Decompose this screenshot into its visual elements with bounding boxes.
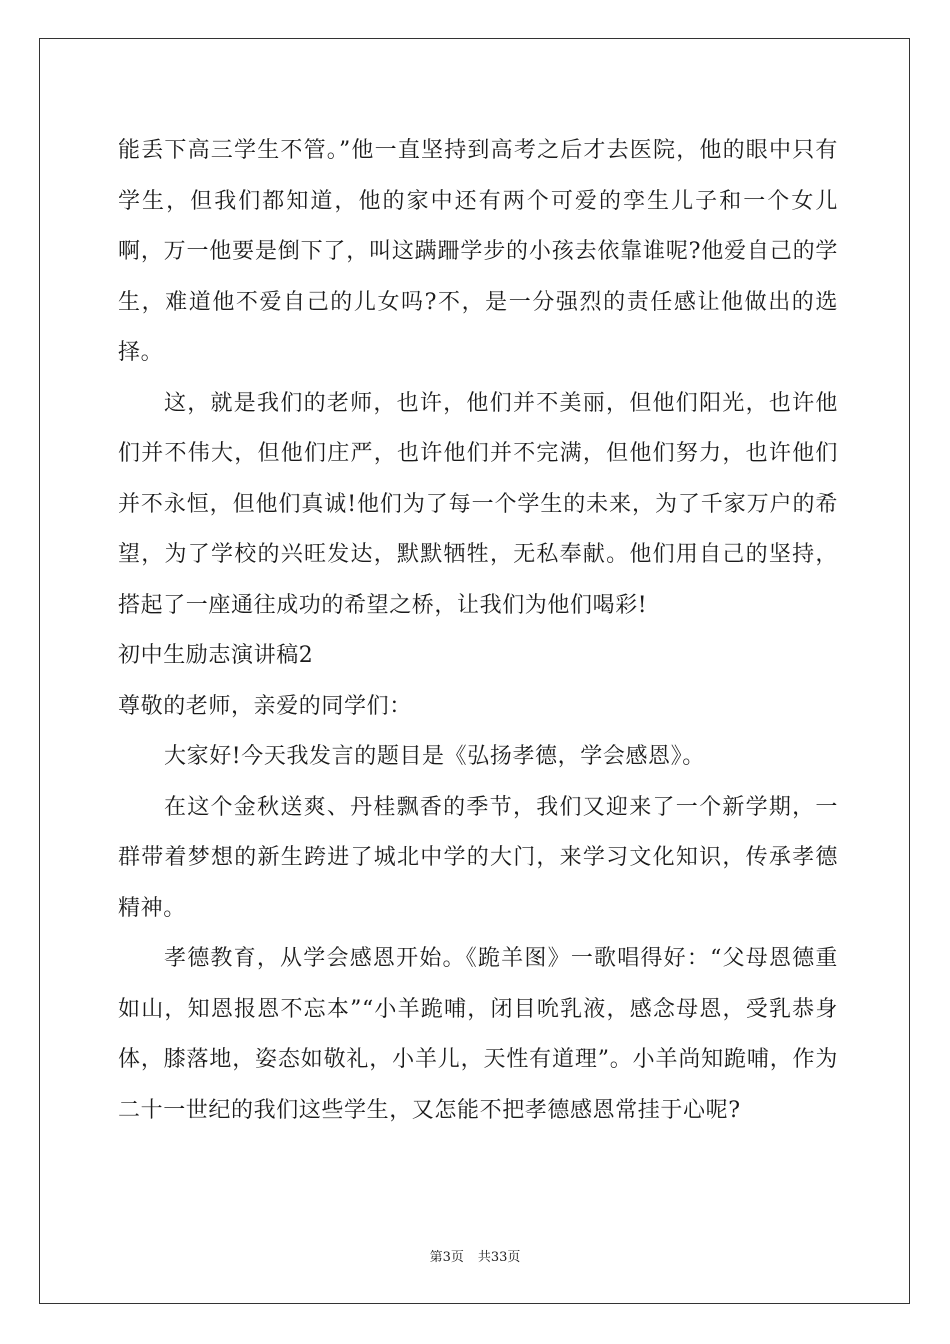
page-number: 第3页: [429, 1250, 464, 1265]
paragraph: 孝德教育，从学会感恩开始。《跪羊图》一歌唱得好：“父母恩德重如山，知恩报恩不忘本”“小羊跪哺，闭目吮乳液，感念母恩，受乳恭身体，膝落地，姿态如敬礼，小羊儿，天性有道理”。小羊尚知跪哺，作为二十一世纪的我们这些学生，又怎能不把孝德感恩常挂于心呢?: [118, 946, 838, 1123]
paragraph: 大家好!今天我发言的题目是《弘扬孝德，学会感恩》。: [164, 744, 705, 769]
document-body: [118, 126, 838, 1136]
paragraph: 在这个金秋送爽、丹桂飘香的季节，我们又迎来了一个新学期，一群带着梦想的新生跨进了城北中学的大门，来学习文化知识，传承孝德精神。: [118, 794, 838, 921]
salutation: 尊敬的老师，亲爱的同学们：: [118, 693, 412, 719]
page-footer: [0, 1246, 950, 1265]
section-heading: 初中生励志演讲稿2: [118, 643, 314, 668]
page-total: 共33页: [477, 1250, 521, 1265]
paragraph: 能丢下高三学生不管。”他一直坚持到高考之后才去医院，他的眼中只有学生，但我们都知道，他的家中还有两个可爱的孪生儿子和一个女儿啊，万一他要是倒下了，叫这蹒跚学步的小孩去依靠谁呢?他爱自己的学生，难道他不爱自己的儿女吗?不，是一分强烈的责任感让他做出的选择。: [118, 138, 838, 365]
paragraph: 这，就是我们的老师，也许，他们并不美丽，但他们阳光，也许他们并不伟大，但他们庄严，也许他们并不完满，但他们努力，也许他们并不永恒，但他们真诚!他们为了每一个学生的未来，为了千家万户的希望，为了学校的兴旺发达，默默牺牲，无私奉献。他们用自己的坚持，搭起了一座通往成功的希望之桥，让我们为他们喝彩!: [118, 390, 838, 618]
